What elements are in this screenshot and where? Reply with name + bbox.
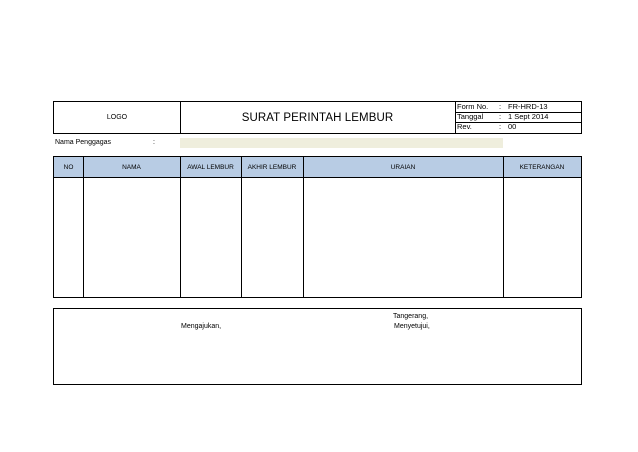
nama-penggagas-separator: : <box>153 139 155 146</box>
meta-rev: Rev. : 00 <box>457 122 517 131</box>
meta-tanggal: Tanggal : 1 Sept 2014 <box>455 112 581 123</box>
header-keterangan: KETERANGAN <box>519 163 565 171</box>
column-uraian <box>303 157 504 297</box>
header-awal-lembur: AWAL LEMBUR <box>187 163 234 171</box>
nama-penggagas-label: Nama Penggagas <box>55 139 112 146</box>
header-akhir-lembur: AKHIR LEMBUR <box>247 163 297 171</box>
column-nama <box>83 157 181 297</box>
header-uraian: URAIAN <box>390 163 416 171</box>
meta-form-no: Form No. : FR-HRD-13 <box>455 102 581 113</box>
nama-penggagas-input[interactable] <box>180 138 503 148</box>
column-awal-lembur <box>180 157 242 297</box>
form-header <box>53 101 582 134</box>
signature-proposed: Mengajukan, <box>181 323 222 330</box>
signature-place: Tangerang, <box>393 313 429 320</box>
overtime-table <box>53 156 582 298</box>
column-no <box>54 157 84 297</box>
header-no: NO <box>63 163 74 171</box>
signature-block <box>53 308 582 385</box>
form-title: SURAT PERINTAH LEMBUR <box>180 102 456 133</box>
signature-approved: Menyetujui, <box>394 323 430 330</box>
column-akhir-lembur <box>241 157 304 297</box>
header-nama: NAMA <box>122 163 141 171</box>
logo-placeholder: LOGO <box>54 102 181 133</box>
form-meta <box>455 102 581 133</box>
